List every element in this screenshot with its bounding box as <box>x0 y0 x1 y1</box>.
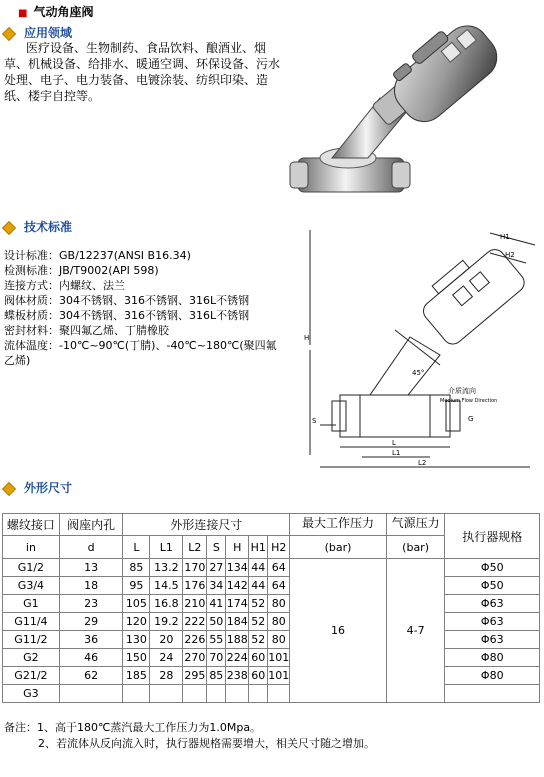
table-row <box>3 631 540 649</box>
cell-d <box>59 685 123 703</box>
cell-thread: G3/4 <box>3 577 60 595</box>
cell-l1: 16.8 <box>150 595 183 613</box>
table-row <box>3 595 540 613</box>
cell-l: 105 <box>123 595 150 613</box>
cell-h2: 64 <box>268 559 290 577</box>
standard-design: 设计标准：GB/12237(ANSI B16.34) <box>4 249 191 262</box>
application-text: 医疗设备、生物制药、食品饮料、酿酒业、烟草、机械设备、给排水、暖通空调、环保设备、污水处理、电子、电力装备、电镀涂装、纺织印染、造纸、楼宇自控等。 <box>4 41 281 103</box>
cell-thread: G11/2 <box>3 631 60 649</box>
cell-d: 23 <box>59 595 123 613</box>
cell-s: 41 <box>207 595 226 613</box>
dimensions-heading: 外形尺寸 <box>4 479 72 496</box>
cell-l1: 14.5 <box>150 577 183 595</box>
flow-label-en: Medium Flow Direction <box>440 398 498 404</box>
cell-l1: 24 <box>150 649 183 667</box>
table-header-row <box>3 514 540 536</box>
flow-label-cn: 介质流向 <box>448 387 476 395</box>
diamond-bullet-icon <box>2 220 16 234</box>
cell-s: 85 <box>207 667 226 685</box>
cell-h2: 101 <box>268 667 290 685</box>
cell-actuator: Φ50 <box>445 577 540 595</box>
cell-h: 134 <box>226 559 249 577</box>
header-max-pressure: 最大工作压力 <box>290 514 386 536</box>
cell-l2: 226 <box>183 631 207 649</box>
cell-h1: 60 <box>249 649 268 667</box>
header-air-pressure: 气源压力 <box>386 514 445 536</box>
cell-h1 <box>249 685 268 703</box>
valve-product-image <box>280 18 510 213</box>
dimensions-table <box>2 513 540 703</box>
table-row <box>3 559 540 577</box>
dim-label-s: S <box>312 417 317 425</box>
cell-h1: 60 <box>249 667 268 685</box>
cell-thread: G1/2 <box>3 559 60 577</box>
cell-h: 224 <box>226 649 249 667</box>
dim-label-g: G <box>468 415 474 423</box>
cell-l: 185 <box>123 667 150 685</box>
table-row <box>3 649 540 667</box>
standards-list <box>4 248 304 368</box>
cell-h: 142 <box>226 577 249 595</box>
dim-label-h1: H1 <box>500 233 510 241</box>
cell-h: 174 <box>226 595 249 613</box>
cell-actuator: Φ50 <box>445 559 540 577</box>
cell-l <box>123 685 150 703</box>
dim-label-l1: L1 <box>392 449 401 457</box>
cell-actuator <box>445 685 540 703</box>
dim-label-h2: H2 <box>505 251 515 259</box>
cell-max-pressure: 16 <box>290 559 386 703</box>
header-seat: 阀座内孔 <box>59 514 123 536</box>
standard-body-material: 阀体材质：304不锈钢、316不锈钢、316L不锈钢 <box>4 294 250 307</box>
cell-l: 120 <box>123 613 150 631</box>
cell-h2 <box>268 685 290 703</box>
standard-testing: 检测标准：JB/T9002(API 598) <box>4 264 159 277</box>
table-row <box>3 667 540 685</box>
dim-label-l2: L2 <box>418 459 427 467</box>
cell-thread: G2 <box>3 649 60 667</box>
cell-l2: 176 <box>183 577 207 595</box>
cell-l1: 28 <box>150 667 183 685</box>
standard-seal-material: 密封材料：聚四氟乙烯、丁腈橡胶 <box>4 324 169 337</box>
cell-l: 150 <box>123 649 150 667</box>
standard-temperature: 流体温度：-10℃~90℃(丁腈)、-40℃~180℃(聚四氟 <box>4 339 277 352</box>
cell-l1: 20 <box>150 631 183 649</box>
cell-h1: 44 <box>249 577 268 595</box>
cell-h1: 44 <box>249 559 268 577</box>
cell-s <box>207 685 226 703</box>
note-2: 2、若流体从反向流入时，执行器规格需要增大，相关尺寸随之增加。 <box>38 737 375 750</box>
cell-d: 29 <box>59 613 123 631</box>
header-thread: 螺纹接口 <box>3 514 60 536</box>
cell-l: 85 <box>123 559 150 577</box>
cell-actuator: Φ63 <box>445 595 540 613</box>
cell-l1: 19.2 <box>150 613 183 631</box>
standard-connection: 连接方式：内螺纹、法兰 <box>4 279 125 292</box>
page-title: ■ 气动角座阀 <box>18 5 94 19</box>
cell-l2: 222 <box>183 613 207 631</box>
cell-d: 62 <box>59 667 123 685</box>
cell-s: 55 <box>207 631 226 649</box>
cell-thread: G1 <box>3 595 60 613</box>
dim-label-h: H <box>304 334 310 342</box>
standard-temperature-cont: 乙烯) <box>4 354 31 367</box>
cell-actuator: Φ63 <box>445 631 540 649</box>
bullet-icon: ■ <box>18 8 28 19</box>
cell-h1: 52 <box>249 631 268 649</box>
cell-s: 70 <box>207 649 226 667</box>
cell-actuator: Φ63 <box>445 613 540 631</box>
dim-label-l: L <box>392 439 396 447</box>
cell-h2: 80 <box>268 595 290 613</box>
cell-s: 27 <box>207 559 226 577</box>
cell-l2: 170 <box>183 559 207 577</box>
cell-thread: G21/2 <box>3 667 60 685</box>
header-outline: 外形连接尺寸 <box>123 514 290 536</box>
cell-actuator: Φ80 <box>445 649 540 667</box>
table-row <box>3 613 540 631</box>
diamond-bullet-icon <box>2 26 16 40</box>
dim-label-angle: 45° <box>412 369 425 377</box>
standards-heading: 技术标准 <box>4 218 72 235</box>
cell-h <box>226 685 249 703</box>
cell-actuator: Φ80 <box>445 667 540 685</box>
cell-h1: 52 <box>249 595 268 613</box>
cell-l2: 270 <box>183 649 207 667</box>
notes <box>4 720 375 752</box>
cell-l2 <box>183 685 207 703</box>
cell-h2: 64 <box>268 577 290 595</box>
cell-thread: G3 <box>3 685 60 703</box>
cell-l2: 210 <box>183 595 207 613</box>
table-row <box>3 577 540 595</box>
header-actuator: 执行器规格 <box>445 514 540 559</box>
valve-dimension-drawing <box>300 225 540 470</box>
note-1: 备注：1、高于180℃蒸汽最大工作压力为1.0Mpa。 <box>4 721 262 734</box>
cell-l1: 13.2 <box>150 559 183 577</box>
cell-s: 50 <box>207 613 226 631</box>
cell-l: 95 <box>123 577 150 595</box>
cell-h: 188 <box>226 631 249 649</box>
application-heading: 应用领域 <box>4 24 72 41</box>
cell-l1 <box>150 685 183 703</box>
cell-h2: 80 <box>268 613 290 631</box>
cell-l: 130 <box>123 631 150 649</box>
standard-disc-material: 蝶板材质：304不锈钢、316不锈钢、316L不锈钢 <box>4 309 250 322</box>
cell-d: 46 <box>59 649 123 667</box>
cell-air-pressure: 4-7 <box>386 559 445 703</box>
cell-h2: 101 <box>268 649 290 667</box>
cell-l2: 295 <box>183 667 207 685</box>
table-unit-row: in d L L1 L2 S H H1 H2 (bar) (bar) <box>3 536 540 559</box>
cell-d: 36 <box>59 631 123 649</box>
cell-h: 184 <box>226 613 249 631</box>
table-row <box>3 685 540 703</box>
diamond-bullet-icon <box>2 481 16 495</box>
cell-thread: G11/4 <box>3 613 60 631</box>
cell-h2: 80 <box>268 631 290 649</box>
cell-d: 13 <box>59 559 123 577</box>
cell-h: 238 <box>226 667 249 685</box>
cell-h1: 52 <box>249 613 268 631</box>
cell-d: 18 <box>59 577 123 595</box>
cell-s: 34 <box>207 577 226 595</box>
